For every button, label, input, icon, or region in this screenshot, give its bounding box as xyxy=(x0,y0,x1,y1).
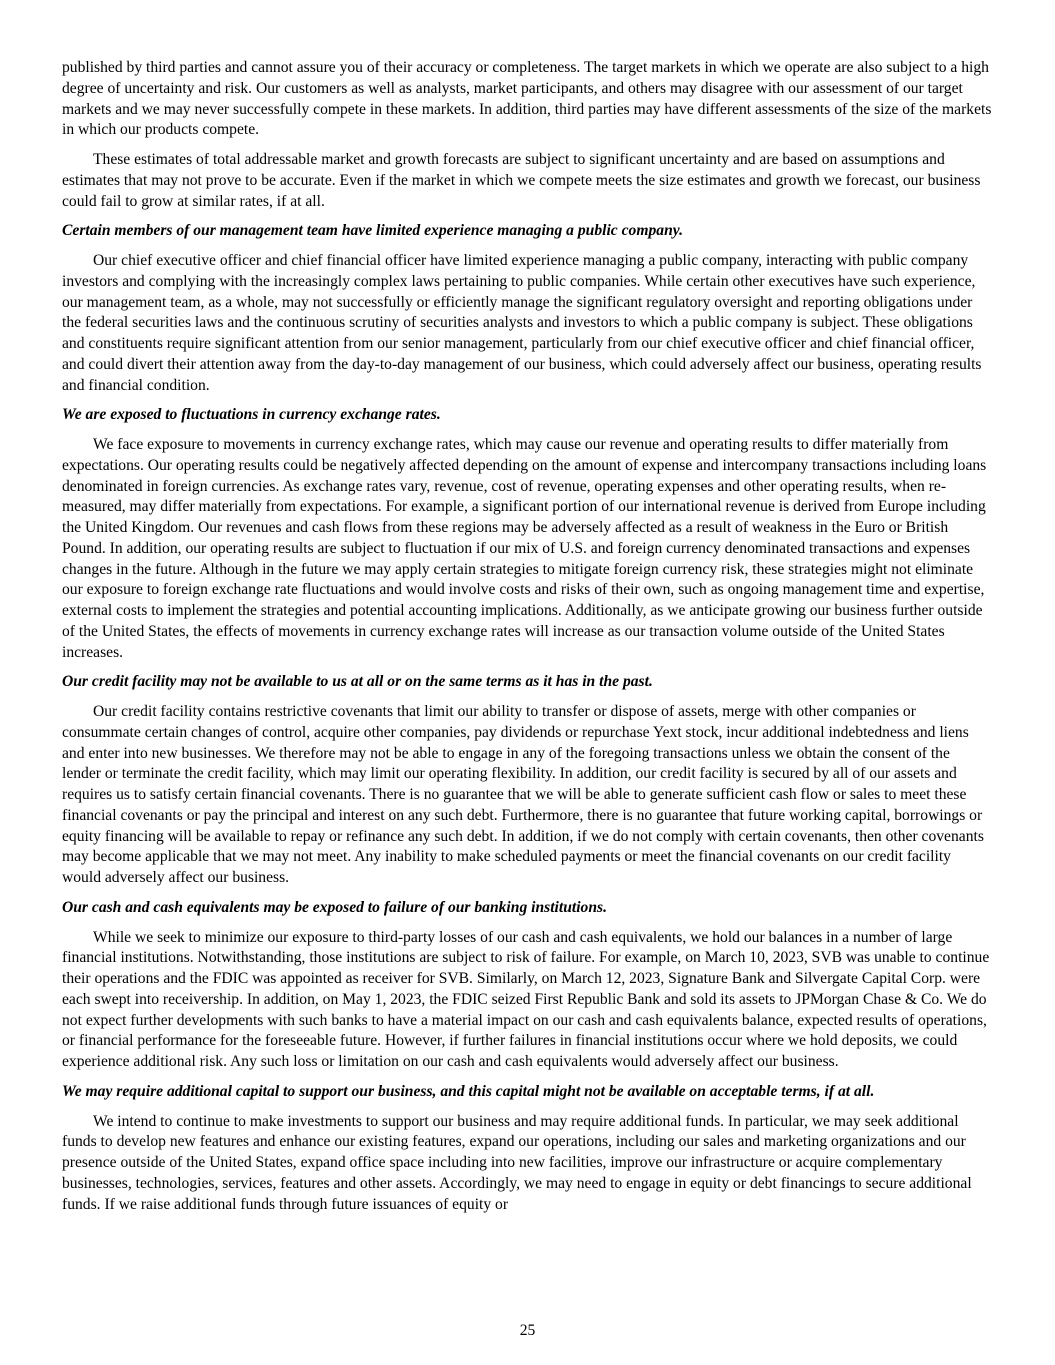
paragraph: Our credit facility contains restrictive covenants that limit our ability to transfer or dispose of assets, merge with other companies or consummate certain changes of control, acquire other companies, pay dividends or repurchase Yext stock, incur additional indebtedness and liens and enter into new businesses. We therefore may not be able to engage in any of the foregoing transactions unless we obtain the consent of the lender or terminate the credit facility, which may limit our operating flexibility. In addition, our credit facility is secured by all of our assets and requires us to satisfy certain financial covenants. There is no guarantee that we will be able to generate sufficient cash flow or sales to meet these financial covenants or pay the principal and interest on any such debt. Furthermore, there is no guarantee that future working capital, borrowings or equity financing will be available to repay or refinance any such debt. In addition, if we do not comply with certain covenants, then other covenants may become applicable that we may not meet. Any inability to make scheduled payments or meet the financial covenants on our credit facility would adversely affect our business. xyxy=(62,703,984,886)
paragraph: We intend to continue to make investments to support our business and may require additional funds. In particular, we may seek additional funds to develop new features and enhance our existing features, expand our operations, including our sales and marketing organizations and our presence outside of the United States, expand office space including into new facilities, improve our infrastructure or acquire complementary businesses, technologies, services, features and other assets. Accordingly, we may need to engage in equity or debt financings to secure additional funds. If we raise additional funds through future issuances of equity or xyxy=(62,1112,972,1213)
document-page xyxy=(62,58,992,1224)
paragraph: Our chief executive officer and chief financial officer have limited experience managing a public company, interacting with public company investors and complying with the increasingly complex laws pertaining to public companies. While certain other executives have such experience, our management team, as a whole, may not successfully or efficiently manage the significant regulatory oversight and reporting obligations under the federal securities laws and the continuous scrutiny of securities analysts and investors to which a public company is subject. These obligations and constituents require significant attention from our senior management, particularly from our chief executive officer and chief financial officer, and could divert their attention away from the day-to-day management of our business, which could adversely affect our business, operating results and financial condition. xyxy=(62,252,982,394)
section-heading: Our cash and cash equivalents may be exposed to failure of our banking institutions. xyxy=(62,898,607,916)
section-heading: We are exposed to fluctuations in currency exchange rates. xyxy=(62,406,441,424)
section-heading: Our credit facility may not be available to us at all or on the same terms as it has in the past. xyxy=(62,673,653,691)
paragraph: published by third parties and cannot assure you of their accuracy or completeness. The target markets in which we operate are also subject to a high degree of uncertainty and risk. Our customers as well as analysts, market participants, and others may disagree with our assessment of our target markets and we may never successfully compete in these markets. In addition, third parties may have different assessments of the size of the markets in which our products compete. xyxy=(62,59,992,139)
paragraph: We face exposure to movements in currency exchange rates, which may cause our revenue and operating results to differ materially from expectations. Our operating results could be negatively affected depending on the amount of expense and intercompany transactions including loans denominated in foreign currencies. As exchange rates vary, revenue, cost of revenue, operating expenses and other operating results, when re-measured, may differ materially from expectations. For example, a significant portion of our international revenue is derived from Europe including the United Kingdom. Our revenues and cash flows from these regions may be adversely affected as a result of weakness in the Euro or British Pound. In addition, our operating results are subject to fluctuation if our mix of U.S. and foreign currency denominated transactions and expenses changes in the future. Although in the future we may apply certain strategies to mitigate foreign currency risk, these strategies might not eliminate our exposure to foreign exchange rate fluctuations and would involve costs and risks of their own, such as ongoing management time and expertise, external costs to implement the strategies and potential accounting implications. Additionally, as we anticipate growing our business further outside of the United States, the effects of movements in currency exchange rates will increase as our transaction volume outside of the United States increases. xyxy=(62,436,987,661)
section-heading: We may require additional capital to support our business, and this capital might not be available on acceptable terms, if at all. xyxy=(62,1082,875,1100)
section-heading: Certain members of our management team have limited experience managing a public company. xyxy=(62,222,683,240)
paragraph: While we seek to minimize our exposure to third-party losses of our cash and cash equivalents, we hold our balances in a number of large financial institutions. Notwithstanding, those institutions are subject to risk of failure. For example, on March 10, 2023, SVB was unable to continue their operations and the FDIC was appointed as receiver for SVB. Similarly, on March 12, 2023, Signature Bank and Silvergate Capital Corp. were each swept into receivership. In addition, on May 1, 2023, the FDIC seized First Republic Bank and sold its assets to JPMorgan Chase & Co. We do not expect further developments with such banks to have a material impact on our cash and cash equivalents balance, expected results of operations, or financial performance for the foreseeable future. However, if further failures in financial institutions occur where we hold deposits, we could experience additional risk. Any such loss or limitation on our cash and cash equivalents would adversely affect our business. xyxy=(62,928,990,1070)
page-number: 25 xyxy=(519,1322,536,1339)
paragraph: These estimates of total addressable market and growth forecasts are subject to significant uncertainty and are based on assumptions and estimates that may not prove to be accurate. Even if the market in which we compete meets the size estimates and growth we forecast, our business could fail to grow at similar rates, if at all. xyxy=(62,151,981,210)
